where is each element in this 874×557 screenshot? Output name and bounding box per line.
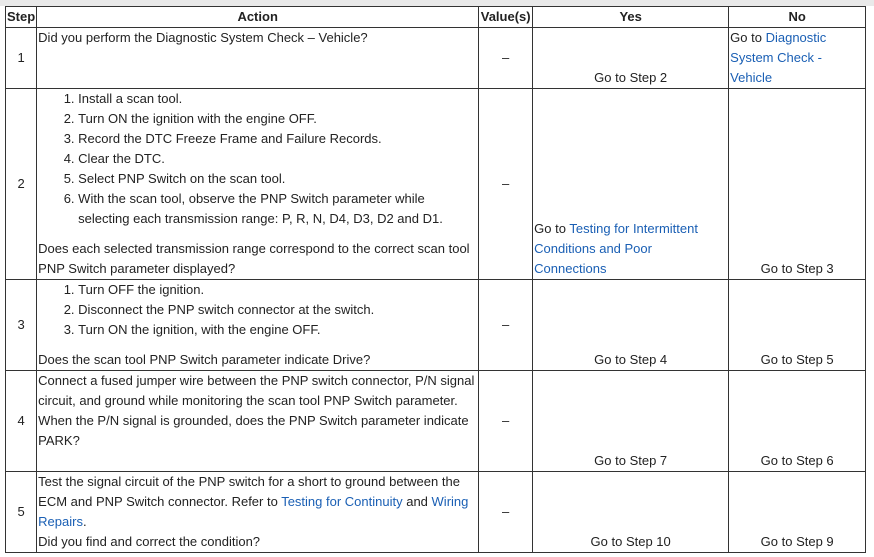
testing-continuity-link[interactable]: Testing for Continuity [281, 494, 403, 509]
action-text-pre: Test the signal circuit of the PNP switch for a short to ground between the ECM and PNP Switch connector. Refer to [38, 474, 460, 509]
action-text [38, 472, 477, 532]
no-cell: Go to Step 6 [729, 371, 866, 472]
table-row [6, 89, 866, 280]
action-cell [37, 28, 479, 89]
action-text: Did you perform the Diagnostic System Check – Vehicle? [38, 30, 368, 45]
testing-intermittent-link[interactable]: Testing for Intermittent Conditions and Poor Connections [534, 221, 698, 276]
list-item: 6. With the scan tool, observe the PNP Switch parameter while selecting each transmission range: P, R, N, D4, D3, D2 and D1. [78, 189, 477, 229]
list-item: 2. Disconnect the PNP switch connector at the switch. [78, 300, 477, 320]
header-values: Value(s) [479, 7, 533, 28]
diagnostic-system-check-link[interactable]: Diagnostic System Check - Vehicle [730, 30, 827, 85]
yes-cell [533, 89, 729, 280]
action-cell [37, 472, 479, 553]
question-text: Does the scan tool PNP Switch parameter indicate Drive? [38, 352, 371, 367]
table-row [6, 28, 866, 89]
table-row [6, 280, 866, 371]
yes-cell: Go to Step 10 [533, 472, 729, 553]
table-row [6, 371, 866, 472]
list-item: 1. Install a scan tool. [78, 89, 477, 109]
no-cell: Go to Step 3 [729, 89, 866, 280]
list-item: 5. Select PNP Switch on the scan tool. [78, 169, 477, 189]
yes-cell: Go to Step 7 [533, 371, 729, 472]
value-cell: – [479, 89, 533, 280]
value-cell: – [479, 472, 533, 553]
list-item: 2. Turn ON the ignition with the engine OFF. [78, 109, 477, 129]
yes-prefix: Go to [534, 221, 570, 236]
question-text: When the P/N signal is grounded, does the PNP Switch parameter indicate PARK? [38, 413, 469, 448]
diagnostic-table [5, 6, 866, 553]
no-prefix: Go to [730, 30, 766, 45]
header-no: No [729, 7, 866, 28]
conjunction: and [402, 494, 432, 509]
no-cell: Go to Step 9 [729, 472, 866, 553]
no-cell: Go to Step 5 [729, 280, 866, 371]
list-item: 3. Turn ON the ignition, with the engine OFF. [78, 320, 477, 340]
header-yes: Yes [533, 7, 729, 28]
step-number: 2 [6, 89, 37, 280]
no-cell [729, 28, 866, 89]
step-number: 3 [6, 280, 37, 371]
list-item: 3. Record the DTC Freeze Frame and Failure Records. [78, 129, 477, 149]
step-number: 1 [6, 28, 37, 89]
action-text: Connect a fused jumper wire between the PNP switch connector, P/N signal circuit, and ground while monitoring the scan tool PNP Switch parameter. [38, 373, 475, 408]
yes-cell: Go to Step 4 [533, 280, 729, 371]
question-text: Did you find and correct the condition? [38, 534, 261, 549]
period: . [82, 514, 87, 529]
action-cell [37, 280, 479, 371]
header-step: Step [6, 7, 37, 28]
header-row [6, 7, 866, 28]
header-action: Action [37, 7, 479, 28]
list-item: 1. Turn OFF the ignition. [78, 280, 477, 300]
value-cell: – [479, 280, 533, 371]
step-number: 5 [6, 472, 37, 553]
instruction-list [38, 280, 477, 340]
wiring-repairs-link[interactable]: Wiring Repairs [38, 494, 469, 529]
instruction-list [38, 89, 477, 229]
table-row [6, 472, 866, 553]
list-item: 4. Clear the DTC. [78, 149, 477, 169]
question-text: Does each selected transmission range correspond to the correct scan tool PNP Switch parameter displayed? [38, 241, 470, 276]
yes-cell: Go to Step 2 [533, 28, 729, 89]
action-cell [37, 89, 479, 280]
action-cell [37, 371, 479, 472]
value-cell: – [479, 28, 533, 89]
value-cell: – [479, 371, 533, 472]
step-number: 4 [6, 371, 37, 472]
